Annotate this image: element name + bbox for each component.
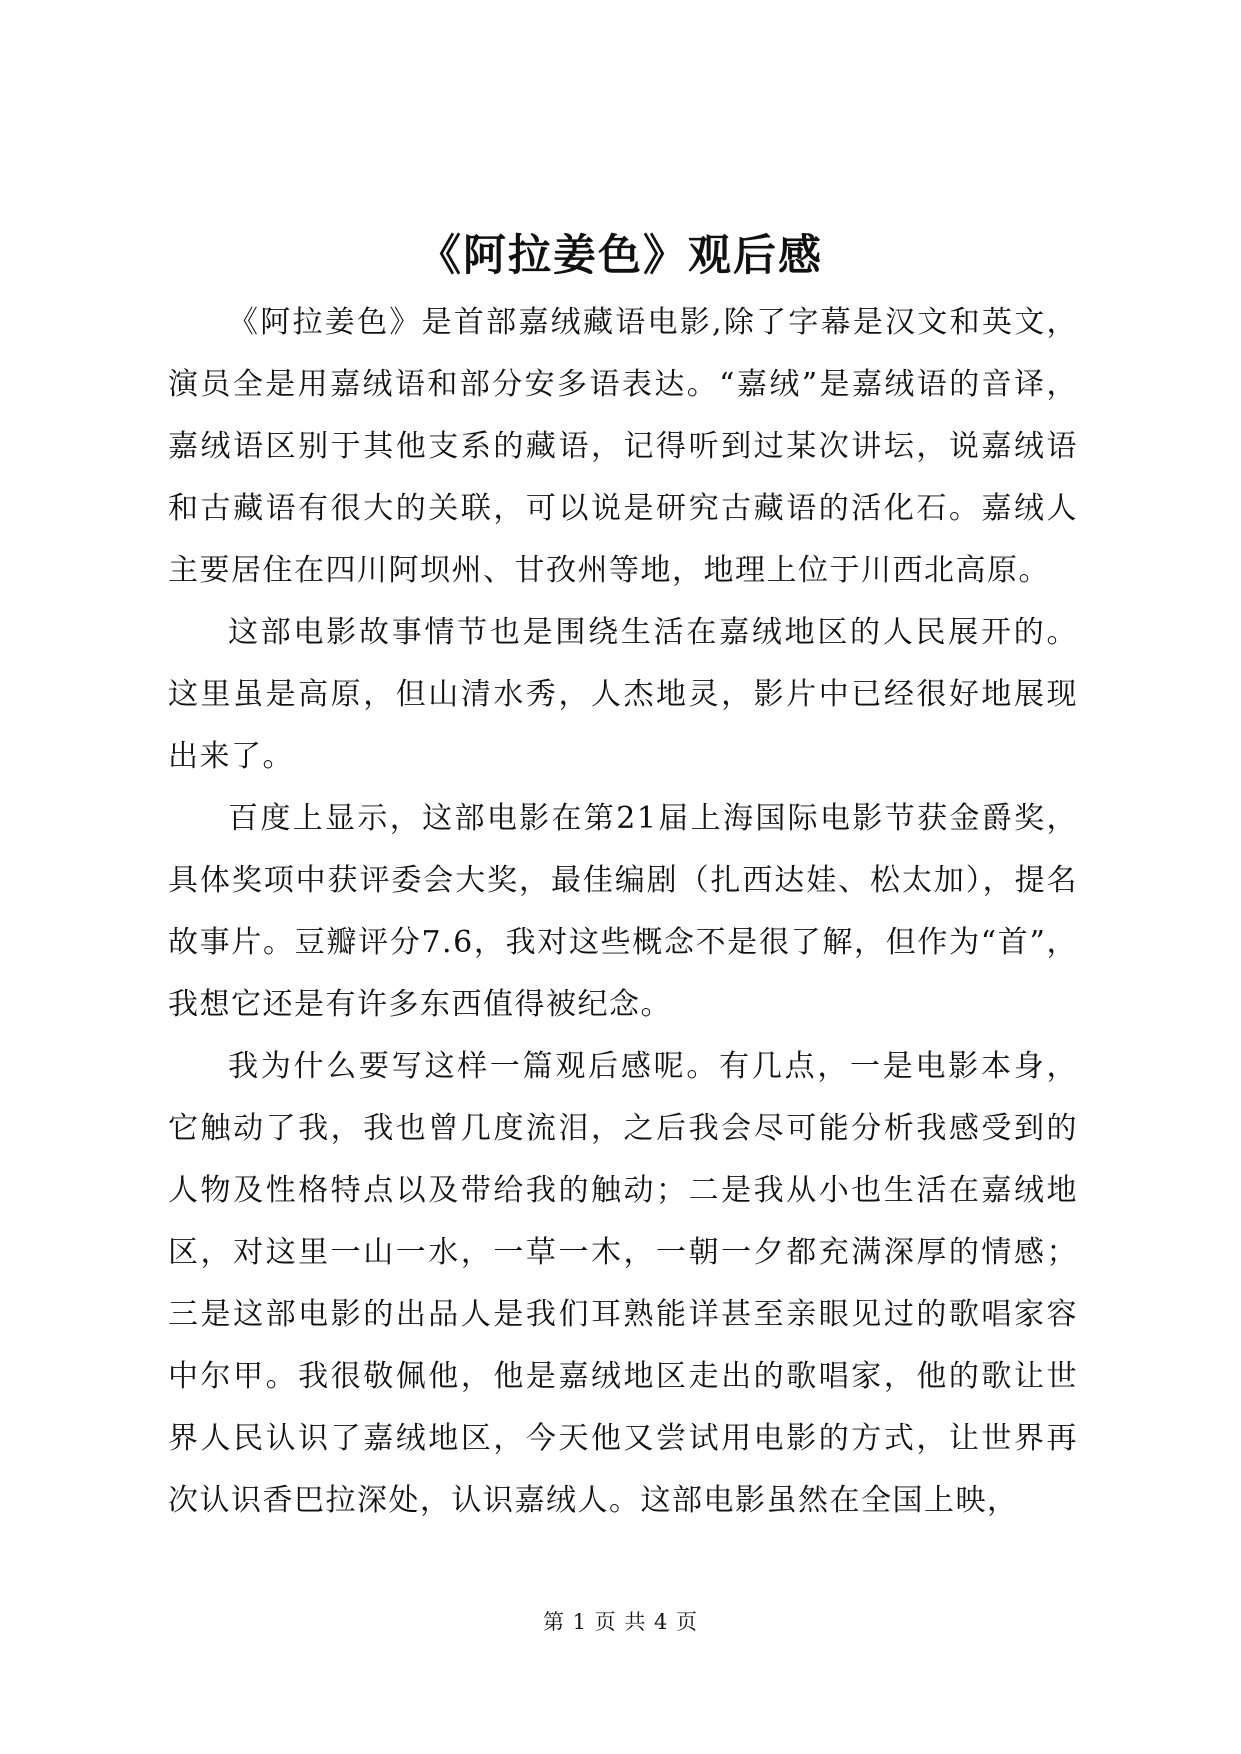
paragraph-1: 《阿拉姜色》是首部嘉绒藏语电影,除了字幕是汉文和英文，演员全是用嘉绒语和部分安多语表达。“嘉绒”是嘉绒语的音译，嘉绒语区别于其他支系的藏语，记得听到过某次讲坛，说嘉绒语和古藏语有很大的关联，可以说是研究古藏语的活化石。嘉绒人主要居住在四川阿坝州、甘孜州等地，地理上位于川西北高原。 (168, 305, 1078, 588)
paragraph-4: 我为什么要写这样一篇观后感呢。有几点，一是电影本身，它触动了我，我也曾几度流泪，之后我会尽可能分析我感受到的人物及性格特点以及带给我的触动；二是我从小也生活在嘉绒地区，对这里一山一水，一草一木，一朝一夕都充满深厚的情感；三是这部电影的出品人是我们耳熟能详甚至亲眼见过的歌唱家容中尔甲。我很敬佩他，他是嘉绒地区走出的歌唱家，他的歌让世界人民认识了嘉绒地区，今天他又尝试用电影的方式，让世界再次认识香巴拉深处，认识嘉绒人。这部电影虽然在全国上映， (168, 1049, 1078, 1518)
body-text (168, 292, 1078, 1532)
page-title: 《阿拉姜色》观后感 (418, 231, 823, 281)
paragraph-2: 这部电影故事情节也是围绕生活在嘉绒地区的人民展开的。这里虽是高原，但山清水秀，人杰地灵，影片中已经很好地展现出来了。 (168, 615, 1078, 774)
paragraph-3: 百度上显示，这部电影在第21届上海国际电影节获金爵奖，具体奖项中获评委会大奖，最佳编剧（扎西达娃、松太加），提名故事片。豆瓣评分7.6，我对这些概念不是很了解，但作为“首”，我想它还是有许多东西值得被纪念。 (168, 801, 1078, 1022)
page-number-footer: 第 1 页 共 4 页 (542, 1610, 699, 1634)
